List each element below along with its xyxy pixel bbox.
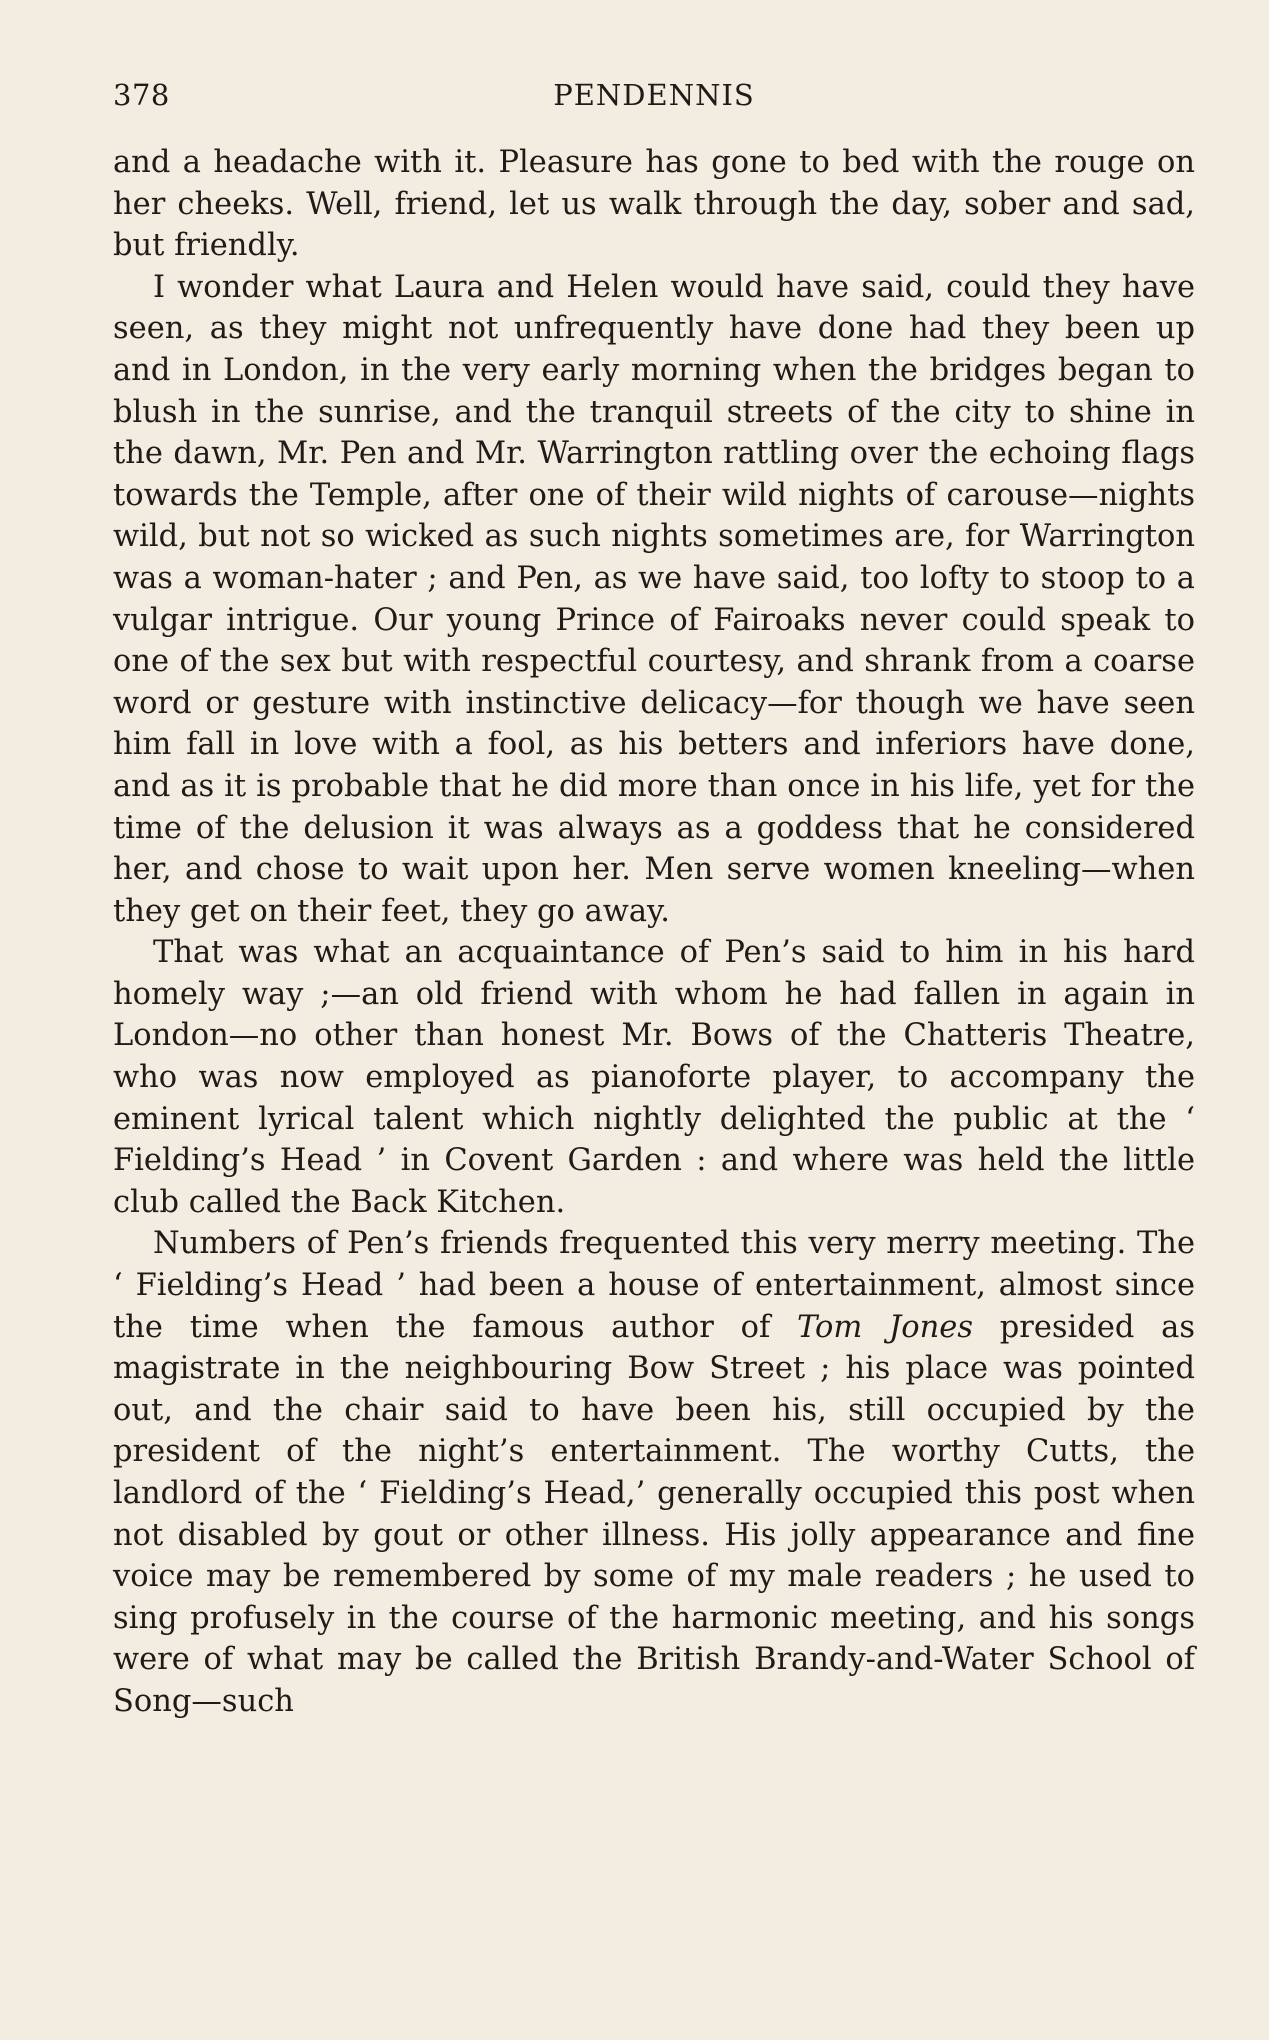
paragraph-4 — [113, 1223, 1195, 1722]
paragraph-4-text-after: presided as magistrate in the neighbouring Bow Street ; his place was pointed out, and the chair said to have been his, still occupied by the president of the night’s entertainment. The worthy Cutts, the landlord of the ‘ Fielding’s Head,’ generally occupied this post when not disabled by gout or other illness. His jolly appearance and fine voice may be remembered by some of my male readers ; he used to sing profusely in the course of the harmonic meeting, and his songs were of what may be called the British Brandy-and-Water School of Song—such — [113, 1309, 1195, 1719]
page-header — [113, 68, 1195, 120]
running-title: PENDENNIS — [553, 78, 755, 112]
paragraph-2: I wonder what Laura and Helen would have said, could they have seen, as they might not unfrequently have done had they been up and in London, in the very early morning when the bridges began to blush in the sunrise, and the tranquil streets of the city to shine in the dawn, Mr. Pen and Mr. Warrington rattling over the echoing flags towards the Temple, after one of their wild nights of carouse—nights wild, but not so wicked as such nights sometimes are, for Warrington was a woman-hater ; and Pen, as we have said, too lofty to stoop to a vulgar intrigue. Our young Prince of Fairoaks never could speak to one of the sex but with respectful courtesy, and shrank from a coarse word or gesture with instinctive delicacy—for though we have seen him fall in love with a fool, as his betters and inferiors have done, and as it is probable that he did more than once in his life, yet for the time of the delusion it was always as a goddess that he considered her, and chose to wait upon her. Men serve women kneeling—when they get on their feet, they go away. — [113, 269, 1195, 929]
book-page — [113, 68, 1195, 1723]
page-number: 378 — [113, 78, 170, 112]
body-text — [113, 142, 1195, 1723]
paragraph-1: and a headache with it. Pleasure has gone to bed with the rouge on her cheeks. Well, friend, let us walk through the day, sober and sad, but friendly. — [113, 145, 1195, 264]
book-title-italic: Tom Jones — [797, 1309, 973, 1345]
paragraph-3: That was what an acquaintance of Pen’s said to him in his hard homely way ;—an old friend with whom he had fallen in again in London—no other than honest Mr. Bows of the Chatteris Theatre, who was now employed as pianoforte player, to accompany the eminent lyrical talent which nightly delighted the public at the ‘ Fielding’s Head ’ in Covent Garden : and where was held the little club called the Back Kitchen. — [113, 935, 1195, 1220]
paragraph-4-text-before: Numbers of Pen’s friends frequented this very merry meeting. The ‘ Fielding’s Head ’ had been a house of entertainment, almost since the time when the famous author of — [113, 1226, 1195, 1345]
